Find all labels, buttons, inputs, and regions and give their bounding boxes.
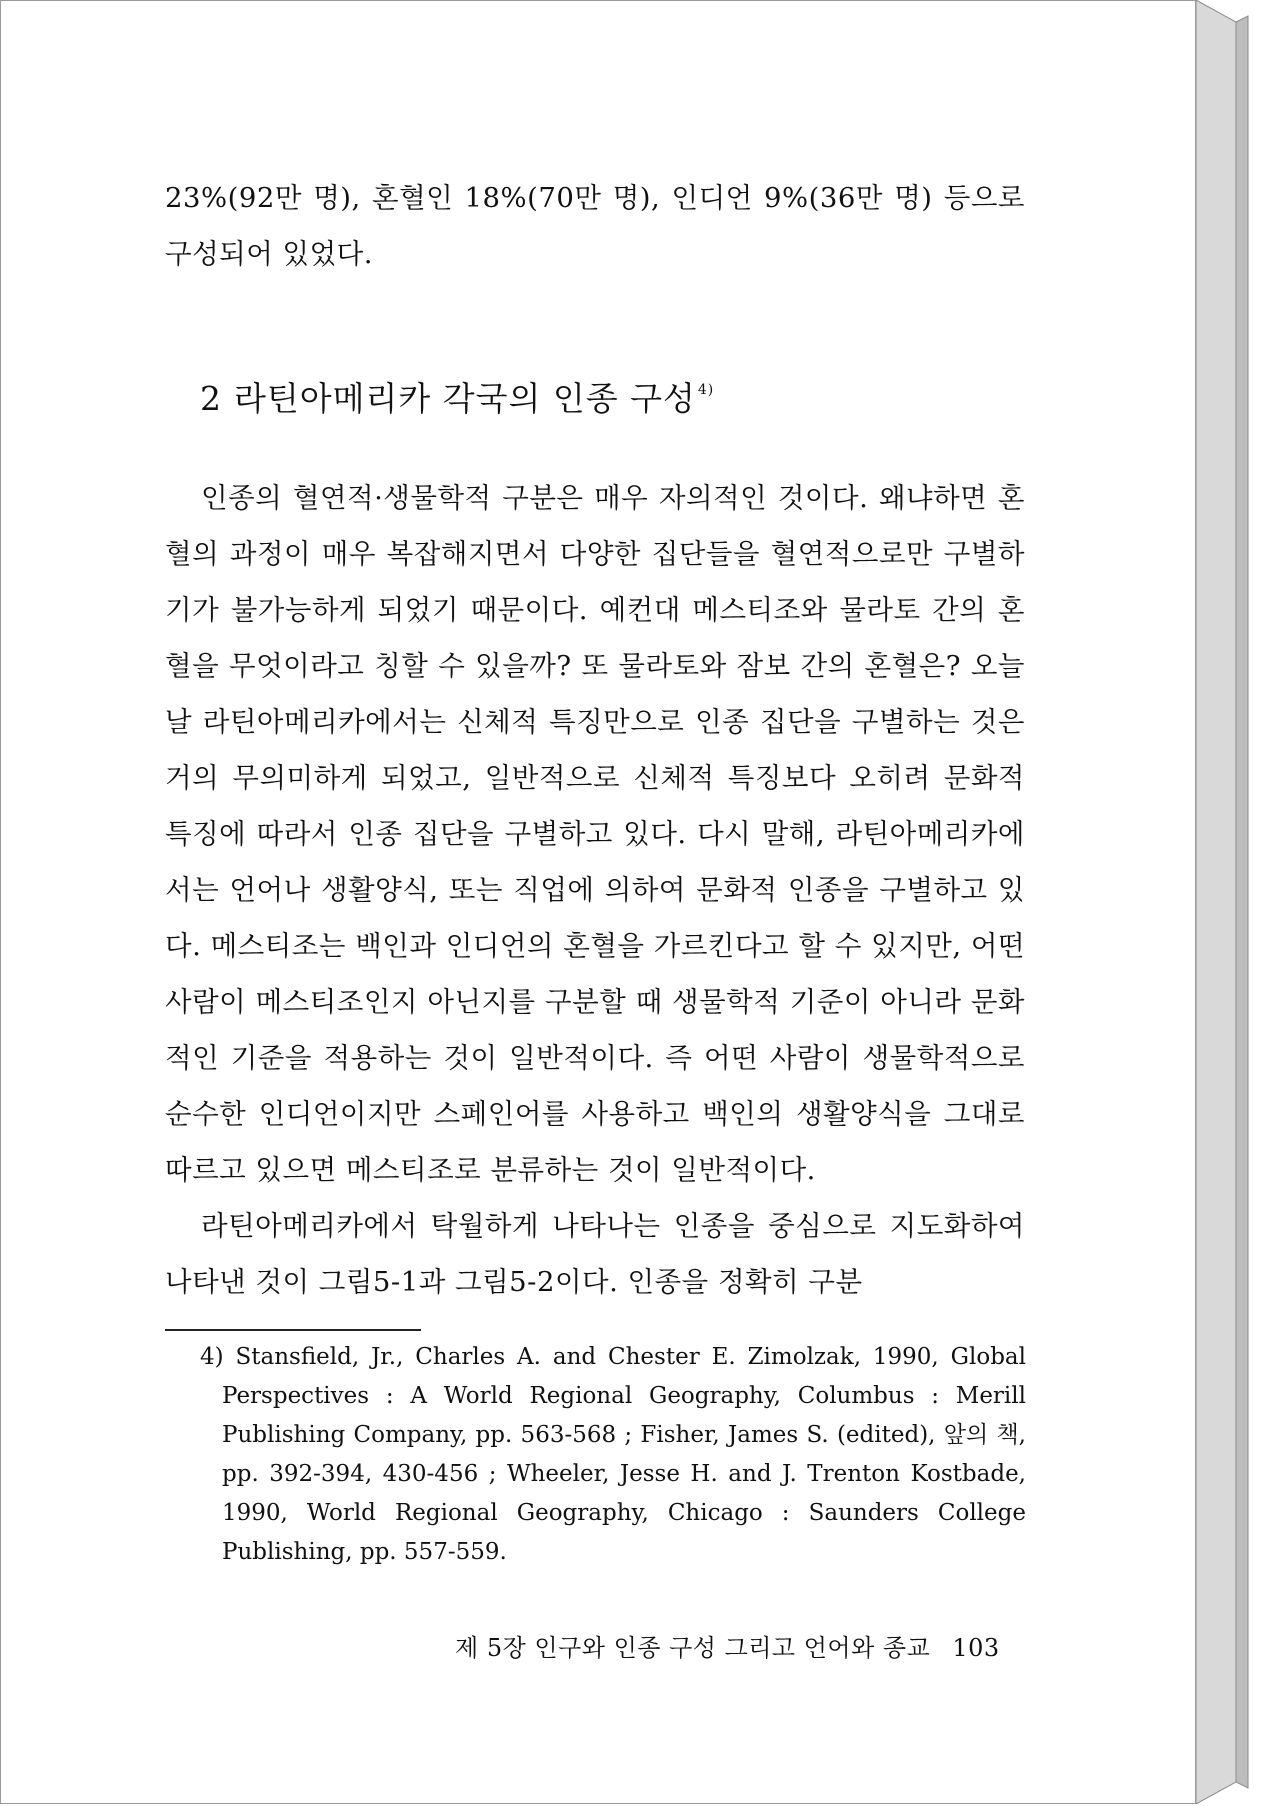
intro-text: 23%(92만 명), 혼혈인 18%(70만 명), 인디언 9%(36만 명) 등으로 구성되어 있었다. [165,182,1025,270]
footnote-marker: 4) [200,1344,224,1370]
page-edge [1196,0,1264,1804]
page-footer [455,1628,1000,1668]
footnote-text: Stansfield, Jr., Charles A. and Chester E. Zimolzak, 1990, Global Perspectives : A World Regional Geography, Columbus : Merill Publishing Company, pp. 563-568 ; Fisher, James S. (edited), 앞의 책, pp. 392-394, 430-456 ; Wheeler, Jesse H. and J. Trenton Kostbade, 1990, World Regional Geography, Chicago : Saunders College Publishing, pp. 557-559. [222,1344,1026,1565]
page-number: 103 [952,1634,1000,1662]
footnote-reference: 4) [697,382,715,398]
section-title: 라틴아메리카 각국의 인종 구성 [234,379,696,418]
footnote-divider [165,1329,421,1331]
body-text [165,470,1025,1310]
intro-paragraph [165,170,1025,282]
section-number: 2 [200,379,222,418]
footnote [200,1338,1026,1572]
section-heading [200,368,714,421]
running-head: 제 5장 인구와 인종 구성 그리고 언어와 종교 [455,1634,931,1662]
body-paragraph: 인종의 혈연적·생물학적 구분은 매우 자의적인 것이다. 왜냐하면 혼혈의 과정이 매우 복잡해지면서 다양한 집단들을 혈연적으로만 구별하기가 불가능하게 되었기 때문이다. 예컨대 메스티조와 물라토 간의 혼혈을 무엇이라고 칭할 수 있을까? 또 물라토와 잠보 간의 혼혈은? 오늘날 라틴아메리카에서는 신체적 특징만으로 인종 집단을 구별하는 것은 거의 무의미하게 되었고, 일반적으로 신체적 특징보다 오히려 문화적 특징에 따라서 인종 집단을 구별하고 있다. 다시 말해, 라틴아메리카에서는 언어나 생활양식, 또는 직업에 의하여 문화적 인종을 구별하고 있다. 메스티조는 백인과 인디언의 혼혈을 가르킨다고 할 수 있지만, 어떤 사람이 메스티조인지 아닌지를 구분할 때 생물학적 기준이 아니라 문화적인 기준을 적용하는 것이 일반적이다. 즉 어떤 사람이 생물학적으로 순수한 인디언이지만 스페인어를 사용하고 백인의 생활양식을 그대로 따르고 있으면 메스티조로 분류하는 것이 일반적이다. [165,482,1025,1186]
body-paragraph: 라틴아메리카에서 탁월하게 나타나는 인종을 중심으로 지도화하여 나타낸 것이 그림5-1과 그림5-2이다. 인종을 정확히 구분 [165,1210,1025,1298]
